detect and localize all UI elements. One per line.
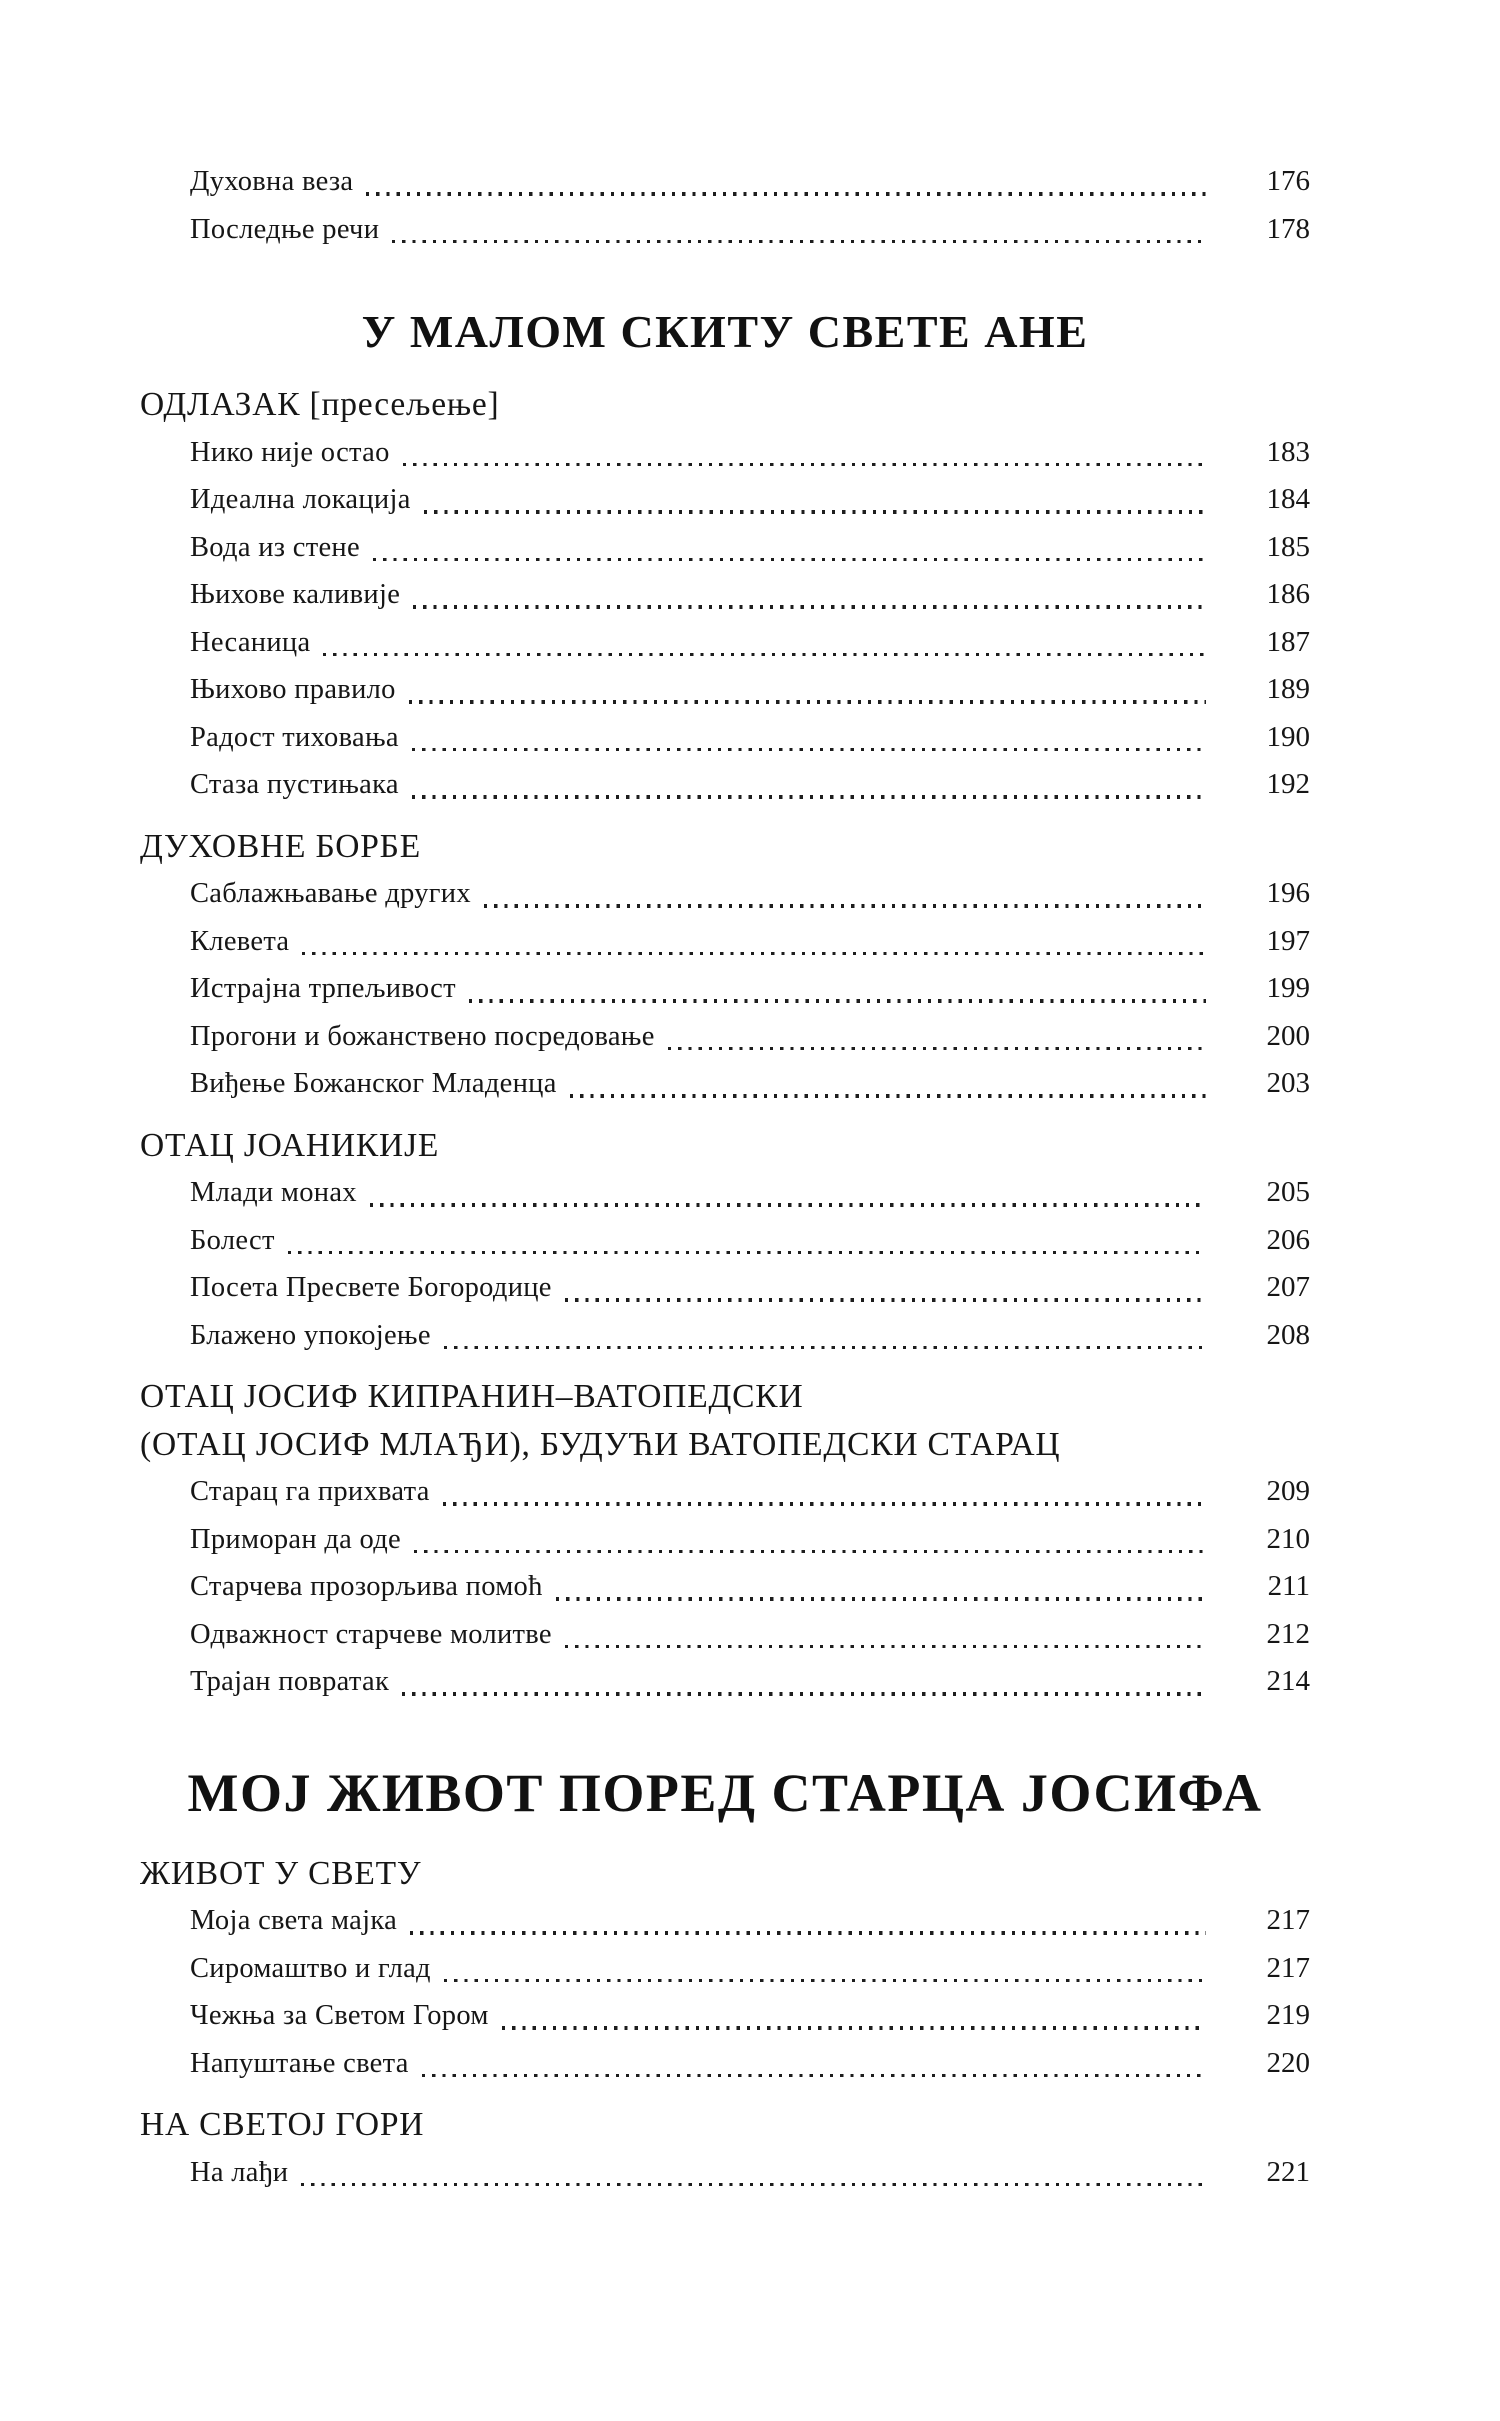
toc-dot-leader	[396, 666, 1232, 714]
toc-entry-label: Болест	[190, 1224, 275, 1256]
toc-dot-leader	[389, 1658, 1232, 1706]
toc-entry-label: Одважност старчеве молитве	[190, 1618, 552, 1650]
toc-page-number: 192	[1266, 768, 1310, 800]
toc-entry	[140, 1897, 1310, 1945]
toc-dot-leader	[390, 429, 1232, 477]
toc-dot-leader	[275, 1217, 1232, 1265]
toc-page-number: 214	[1266, 1665, 1310, 1697]
toc-entry	[140, 1264, 1310, 1312]
toc-entry	[140, 1013, 1310, 1061]
toc-entry-label: Прогони и божанствено посредовање	[190, 1020, 655, 1052]
toc-entry	[140, 965, 1310, 1013]
toc-dot-leader	[399, 761, 1232, 809]
part-title: МОЈ ЖИВОТ ПОРЕД СТАРЦА ЈОСИФА	[187, 1762, 1263, 1823]
toc-entry	[140, 1217, 1310, 1265]
toc-entry	[140, 206, 1310, 254]
toc-entry	[140, 1516, 1310, 1564]
toc-page-number: 211	[1267, 1570, 1310, 1602]
toc-entry-label: Последње речи	[190, 213, 380, 245]
toc-entry	[140, 2149, 1310, 2197]
toc-dot-leader	[289, 918, 1232, 966]
section-heading	[140, 1850, 1310, 1898]
toc-entry-label: Њихово правило	[190, 674, 396, 705]
toc-dot-leader	[411, 476, 1232, 524]
toc-dot-leader	[552, 1611, 1232, 1659]
toc-entry-label: Млади монах	[190, 1177, 357, 1208]
toc-dot-leader	[456, 965, 1232, 1013]
toc-page-number: 210	[1266, 1522, 1310, 1555]
section-heading	[140, 2101, 1310, 2149]
toc-entry-label: На лађи	[190, 2156, 289, 2188]
toc-entry-label: Напуштање света	[190, 2047, 409, 2079]
toc-entry	[140, 1563, 1310, 1611]
toc-page-number: 199	[1266, 972, 1310, 1004]
toc-dot-leader	[552, 1264, 1232, 1312]
part-title: У МАЛОМ СКИТУ СВЕТЕ АНЕ	[361, 306, 1089, 357]
toc-page-number: 219	[1266, 1999, 1310, 2031]
section-heading	[140, 1122, 1310, 1170]
toc-dot-leader	[557, 1060, 1232, 1108]
toc-entry	[140, 666, 1310, 714]
toc-dot-leader	[399, 714, 1232, 762]
toc-page-number: 208	[1266, 1318, 1310, 1351]
toc-page-number: 187	[1266, 625, 1310, 658]
toc-dot-leader	[401, 1516, 1232, 1564]
toc-entry	[140, 1060, 1310, 1108]
toc-entry-label: Саблажњавање других	[190, 878, 471, 909]
section-heading-line: ДУХОВНЕ БОРБЕ	[140, 827, 421, 865]
toc-entry	[140, 2040, 1310, 2088]
toc-entry-label: Виђење Божанског Младенца	[190, 1068, 557, 1099]
toc-page-number: 189	[1266, 673, 1310, 705]
toc-entry-label: Блажено упокојење	[190, 1319, 431, 1351]
toc-page-number: 190	[1266, 720, 1310, 753]
toc-page-number: 221	[1266, 2155, 1310, 2188]
section-heading-line: ОТАЦ ЈОАНИКИЈЕ	[140, 1126, 440, 1164]
toc-page-number: 207	[1266, 1271, 1310, 1303]
toc-entry	[140, 918, 1310, 966]
toc-entry-label: Трајан повратак	[190, 1666, 390, 1697]
toc-entry	[140, 1312, 1310, 1360]
section-heading-line: ОДЛАЗАК [пресељење]	[140, 386, 500, 423]
section-heading-line: ОТАЦ ЈОСИФ КИПРАНИН–ВАТОПЕДСКИ	[140, 1378, 804, 1415]
toc-page-number: 209	[1266, 1475, 1310, 1507]
toc-dot-leader	[431, 1945, 1232, 1993]
toc-entry	[140, 524, 1310, 572]
toc-entry-label: Приморан да оде	[190, 1523, 401, 1555]
toc-page-number: 212	[1266, 1617, 1310, 1650]
toc-entry-label: Клевета	[190, 925, 290, 957]
toc-entry-label: Њихове каливије	[190, 579, 401, 610]
section-heading	[140, 381, 1310, 429]
toc-entry	[140, 619, 1310, 667]
toc-dot-leader	[400, 571, 1232, 619]
toc-entry-label: Истрајна трпељивост	[190, 973, 456, 1004]
toc-dot-leader	[431, 1312, 1232, 1360]
section-heading	[140, 1373, 1310, 1468]
toc-page-number: 197	[1266, 924, 1310, 957]
toc-page-number: 178	[1266, 212, 1310, 245]
toc-dot-leader	[655, 1013, 1232, 1061]
toc-dot-leader	[409, 2040, 1232, 2088]
toc-page-number: 184	[1266, 483, 1310, 515]
toc-entry	[140, 714, 1310, 762]
toc-entry-label: Духовна веза	[190, 166, 354, 197]
toc-entry	[140, 1611, 1310, 1659]
toc-page-number: 200	[1266, 1019, 1310, 1052]
toc-entry-label: Посета Пресвете Богородице	[190, 1272, 552, 1303]
toc-entry	[140, 1992, 1310, 2040]
toc-entry-label: Сиромаштво и глад	[190, 1952, 431, 1984]
toc-page-number: 196	[1266, 877, 1310, 909]
toc-dot-leader	[543, 1563, 1232, 1611]
toc-entry-label: Старац га прихвата	[190, 1476, 430, 1507]
toc-entry-label: Идеална локација	[190, 484, 411, 515]
toc-dot-leader	[430, 1468, 1232, 1516]
toc-dot-leader	[471, 870, 1232, 918]
toc-entry-label: Вода из стене	[190, 531, 360, 563]
toc-dot-leader	[357, 1169, 1232, 1217]
toc-entry	[140, 1658, 1310, 1706]
toc-dot-leader	[353, 158, 1232, 206]
toc-entry	[140, 476, 1310, 524]
toc-page-number: 217	[1266, 1951, 1310, 1984]
toc-page-number: 203	[1266, 1067, 1310, 1099]
toc-entry-label: Старчева прозорљива помоћ	[190, 1571, 543, 1602]
toc-entry-label: Несаница	[190, 626, 311, 658]
toc-entry	[140, 1169, 1310, 1217]
toc-entry	[140, 571, 1310, 619]
toc-entry	[140, 429, 1310, 477]
toc-dot-leader	[379, 206, 1232, 254]
toc-page-number: 186	[1266, 578, 1310, 610]
toc-entry	[140, 1468, 1310, 1516]
toc-dot-leader	[288, 2149, 1232, 2197]
toc-entry	[140, 158, 1310, 206]
toc-page-number: 176	[1266, 165, 1310, 197]
toc-page-number: 220	[1266, 2046, 1310, 2079]
toc-entry-label: Радост тиховања	[190, 721, 399, 753]
toc-entry-label: Моја света мајка	[190, 1905, 398, 1936]
toc-page-number: 217	[1266, 1904, 1310, 1936]
toc-dot-leader	[489, 1992, 1232, 2040]
toc-page-number: 206	[1266, 1223, 1310, 1256]
section-heading-line: ЖИВОТ У СВЕТУ	[140, 1854, 422, 1892]
toc-page-number: 185	[1266, 530, 1310, 563]
toc-dot-leader	[310, 619, 1232, 667]
toc-entry-label: Чежња за Светом Гором	[190, 2000, 489, 2031]
toc-dot-leader	[360, 524, 1232, 572]
section-heading	[140, 823, 1310, 871]
toc-entry	[140, 761, 1310, 809]
toc-page-number: 205	[1266, 1176, 1310, 1208]
section-heading-line: НА СВЕТОЈ ГОРИ	[140, 2106, 425, 2143]
toc-page-number: 183	[1266, 435, 1310, 468]
toc-entry	[140, 1945, 1310, 1993]
toc-entry-label: Стаза пустињака	[190, 769, 399, 800]
toc-entry	[140, 870, 1310, 918]
toc-entry-label: Нико није остао	[190, 436, 390, 468]
toc-dot-leader	[397, 1897, 1232, 1945]
section-heading-line: (ОТАЦ ЈОСИФ МЛАЂИ), БУДУЋИ ВАТОПЕДСКИ СТАРАЦ	[140, 1425, 1061, 1463]
